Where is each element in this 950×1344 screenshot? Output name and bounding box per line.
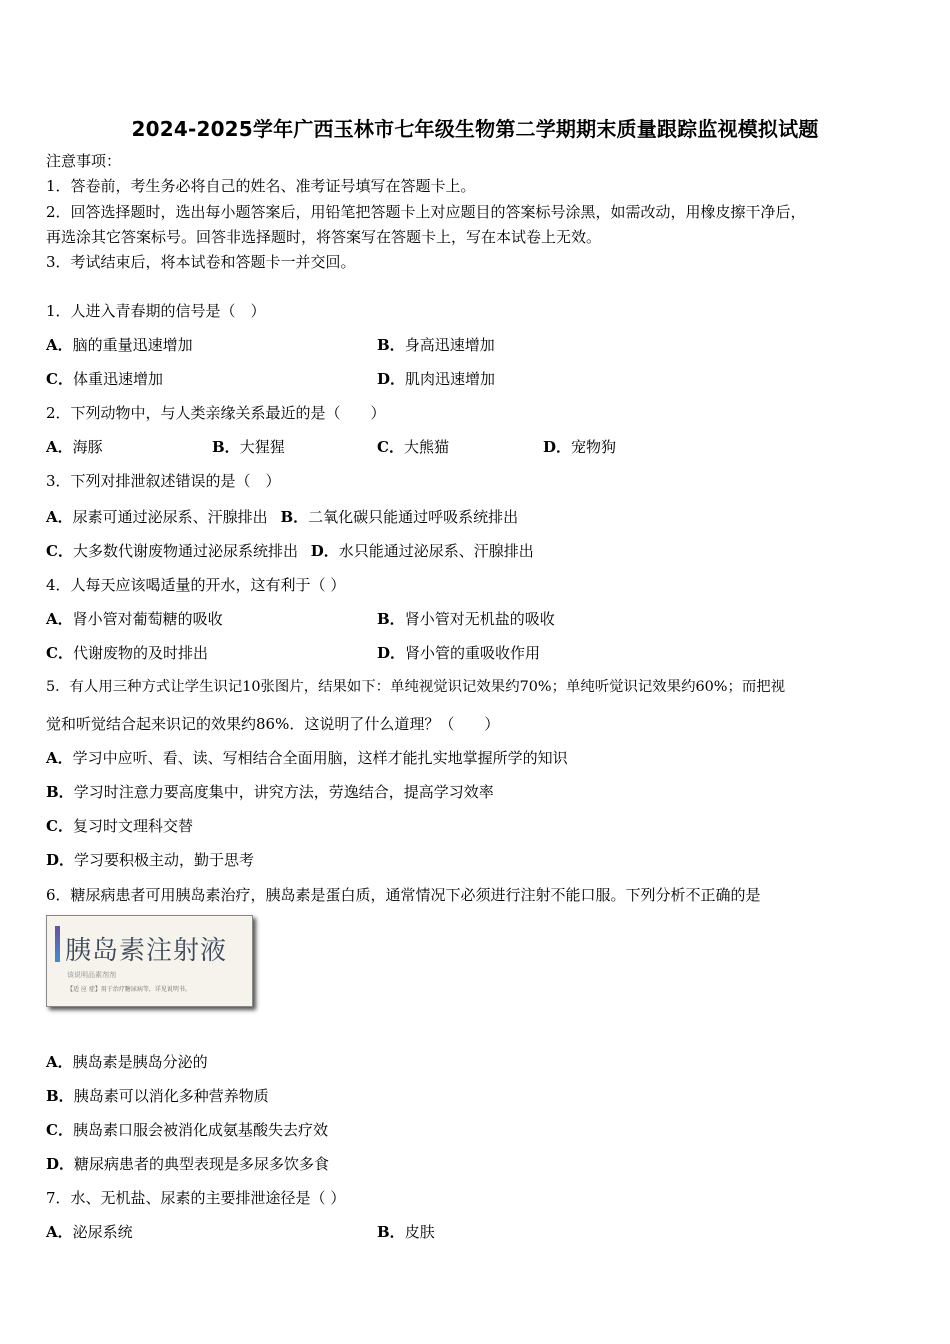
option-letter: C．	[46, 542, 73, 560]
option-d	[377, 369, 495, 389]
option-a	[46, 609, 223, 629]
option-letter: B．	[46, 1087, 74, 1105]
option-text: 学习中应听、看、读、写相结合全面用脑，这样才能扎实地掌握所学的知识	[72, 749, 568, 767]
question-stem: 3．下列对排泄叙述错误的是（ ）	[46, 472, 281, 490]
option-text: 学习要积极主动，勤于思考	[74, 851, 255, 869]
option-letter: A．	[46, 336, 73, 354]
option-c	[46, 542, 298, 560]
option-text: 学习时注意力要高度集中，讲究方法，劳逸结合，提高学习效率	[73, 783, 494, 801]
option-c	[46, 369, 163, 389]
option-text: 肾小管对葡萄糖的吸收	[72, 610, 223, 628]
option-letter: C．	[46, 644, 73, 662]
option-letter: B．	[46, 783, 74, 801]
question-stem: 1．人进入青春期的信号是（ ）	[46, 302, 266, 320]
option-letter: A．	[46, 1223, 73, 1241]
option-letter: C．	[46, 1121, 73, 1139]
option-text: 胰岛素可以消化多种营养物质	[73, 1087, 269, 1105]
option-text: 水只能通过泌尿系、汗腺排出	[338, 542, 534, 560]
insulin-label-image	[46, 915, 253, 1007]
option-text: 体重迅速增加	[72, 370, 163, 388]
option-letter: D．	[377, 644, 406, 662]
notes-heading: 注意事项：	[46, 152, 122, 170]
option-text: 皮肤	[404, 1223, 435, 1241]
question-stem: 7．水、无机盐、尿素的主要排泄途径是（ ）	[46, 1189, 346, 1207]
option-d	[311, 542, 534, 560]
option-row	[46, 507, 518, 527]
option-b	[46, 1086, 269, 1106]
option-c	[377, 437, 449, 457]
option-text: 代谢废物的及时排出	[72, 644, 208, 662]
question-stem: 2．下列动物中，与人类亲缘关系最近的是（ ）	[46, 404, 386, 422]
question-stem: 5．有人用三种方式让学生识记10张图片，结果如下：单纯视觉识记效果约70%；单纯听觉识记效果约60%；而把视	[46, 679, 786, 695]
option-text: 身高迅速增加	[404, 336, 495, 354]
option-letter: A．	[46, 1053, 73, 1071]
option-text: 肾小管对无机盐的吸收	[404, 610, 555, 628]
option-a	[46, 335, 193, 355]
option-b	[377, 1222, 435, 1242]
option-text: 大熊猫	[403, 438, 449, 456]
option-letter: C．	[46, 817, 73, 835]
option-letter: C．	[377, 438, 404, 456]
option-c	[46, 643, 208, 663]
option-text: 二氧化碳只能通过呼吸系统排出	[308, 508, 519, 526]
option-letter: D．	[310, 542, 339, 560]
option-letter: B．	[377, 1223, 405, 1241]
option-d	[543, 437, 616, 457]
option-d	[377, 643, 540, 663]
option-text: 大猩猩	[239, 438, 285, 456]
notes-item: 3．考试结束后，将本试卷和答题卡一并交回。	[46, 253, 356, 271]
option-text: 尿素可通过泌尿系、汗腺排出	[72, 508, 268, 526]
option-a	[46, 437, 103, 457]
option-letter: B．	[280, 508, 309, 526]
option-letter: B．	[377, 336, 405, 354]
notes-item: 2．回答选择题时，选出每小题答案后，用铅笔把答题卡上对应题目的答案标号涂黑，如需改动，用橡皮擦干净后，	[46, 203, 806, 221]
option-letter: A．	[46, 610, 73, 628]
label-accent-bar	[55, 926, 60, 962]
option-text: 复习时文理科交替	[72, 817, 193, 835]
option-text: 肾小管的重吸收作用	[405, 644, 541, 662]
option-letter: D．	[377, 370, 406, 388]
option-c	[46, 1120, 328, 1140]
option-a	[46, 508, 268, 526]
option-a	[46, 1222, 133, 1242]
option-text: 脑的重量迅速增加	[72, 336, 193, 354]
option-b	[280, 508, 518, 526]
label-subtitle: 该说明品素剂剂	[67, 971, 116, 979]
option-letter: D．	[543, 438, 572, 456]
option-letter: D．	[46, 1155, 75, 1173]
option-letter: A．	[46, 438, 73, 456]
option-b	[212, 437, 285, 457]
option-d	[46, 850, 254, 870]
option-b	[377, 609, 555, 629]
option-letter: D．	[46, 851, 75, 869]
question-stem: 6．糖尿病患者可用胰岛素治疗，胰岛素是蛋白质，通常情况下必须进行注射不能口服。下列分析不正确的是	[46, 886, 761, 904]
option-text: 糖尿病患者的典型表现是多尿多饮多食	[74, 1155, 330, 1173]
option-text: 宠物狗	[571, 438, 617, 456]
question-stem: 觉和听觉结合起来识记的效果约86%．这说明了什么道理？（ ）	[46, 715, 500, 733]
exam-title: 2024-2025学年广西玉林市七年级生物第二学期期末质量跟踪监视模拟试题	[131, 117, 819, 141]
option-d	[46, 1154, 329, 1174]
label-indication: 【适 应 症】用于治疗糖尿病等，详见说明书。	[67, 986, 191, 993]
option-text: 肌肉迅速增加	[405, 370, 496, 388]
notes-item: 再选涂其它答案标号。回答非选择题时，将答案写在答题卡上，写在本试卷上无效。	[46, 228, 602, 246]
label-title: 胰岛素注射液	[65, 936, 228, 966]
option-letter: A．	[46, 749, 73, 767]
question-stem: 4．人每天应该喝适量的开水，这有利于（ ）	[46, 576, 346, 594]
option-letter: B．	[377, 610, 405, 628]
notes-item: 1．答卷前，考生务必将自己的姓名、准考证号填写在答题卡上。	[46, 177, 476, 195]
option-text: 海豚	[72, 438, 103, 456]
option-text: 大多数代谢废物通过泌尿系统排出	[72, 542, 298, 560]
option-a	[46, 1052, 208, 1072]
option-text: 胰岛素口服会被消化成氨基酸失去疗效	[72, 1121, 328, 1139]
option-letter: C．	[46, 370, 73, 388]
option-b	[377, 335, 495, 355]
option-row	[46, 541, 534, 561]
option-letter: A．	[46, 508, 73, 526]
option-letter: B．	[212, 438, 240, 456]
option-text: 泌尿系统	[72, 1223, 133, 1241]
option-c	[46, 816, 193, 836]
option-a	[46, 748, 568, 768]
option-b	[46, 782, 494, 802]
option-text: 胰岛素是胰岛分泌的	[72, 1053, 208, 1071]
